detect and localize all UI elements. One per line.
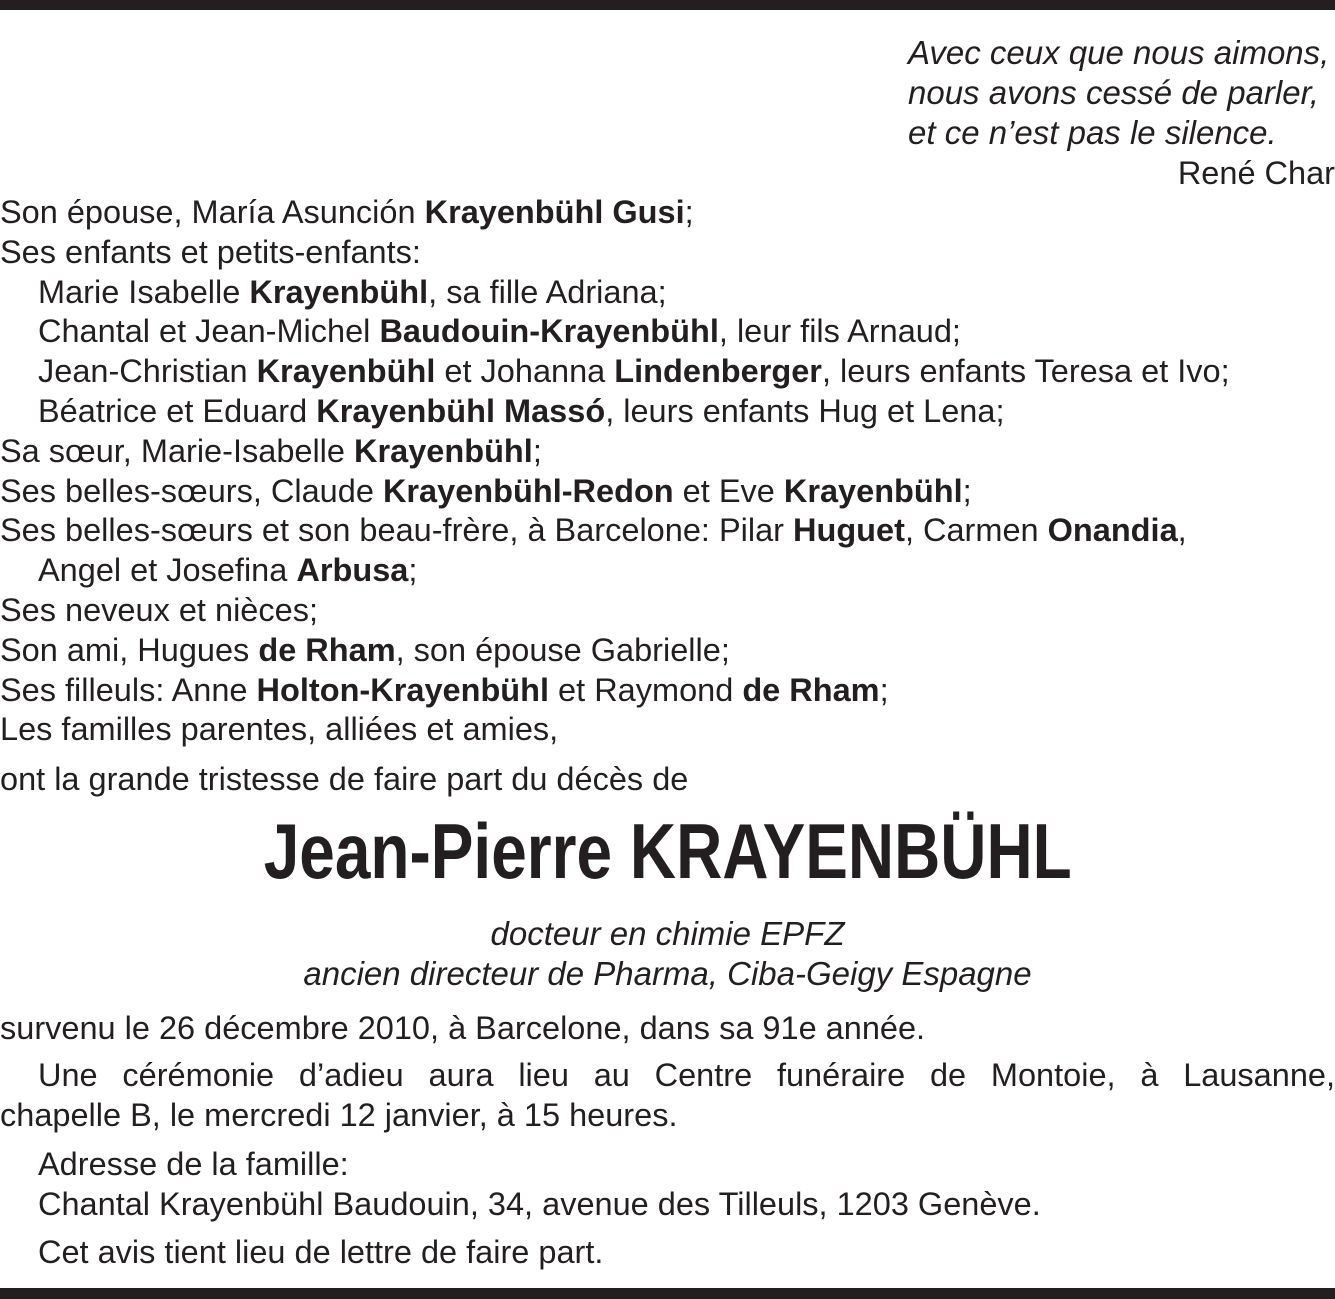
- family-surname: de Rham: [258, 631, 396, 668]
- family-text: Béatrice et Eduard: [38, 392, 317, 429]
- family-surname: Krayenbühl Gusi: [424, 194, 685, 230]
- family-surname: Lindenberger: [614, 353, 822, 390]
- family-line-relatives: [0, 710, 1335, 750]
- family-surname: Krayenbühl: [249, 273, 429, 310]
- family-surname: Holton-Krayenbühl: [256, 671, 550, 708]
- family-line-friend: [0, 631, 1335, 671]
- death-notice: survenu le 26 décembre 2010, à Barcelone, dans sa 91e année.: [0, 1010, 926, 1046]
- family-text: ;: [962, 472, 972, 509]
- family-text: Chantal et Jean-Michel: [38, 313, 380, 350]
- family-surname: Krayenbühl: [783, 472, 963, 509]
- family-text: ;: [532, 432, 542, 469]
- family-surname: Arbusa: [296, 552, 409, 589]
- family-line-barcelona-in-laws: [0, 511, 1335, 551]
- closing-note: Cet avis tient lieu de lettre de faire part.: [38, 1234, 604, 1270]
- family-line-sisters-in-law: [0, 472, 1335, 512]
- family-line-spouse: [0, 193, 1335, 233]
- family-surname: Krayenbühl: [354, 432, 533, 469]
- deceased-name-text: Jean-Pierre KRAYENBÜHL: [263, 807, 1072, 895]
- family-text: et Johanna: [435, 353, 615, 390]
- family-text: ;: [408, 552, 418, 589]
- family-line-children-heading: [0, 233, 1335, 273]
- family-text: , leurs enfants Teresa et Ivo;: [821, 353, 1230, 390]
- family-surname: de Rham: [742, 671, 880, 708]
- epigraph-author: René Char: [1177, 155, 1335, 191]
- family-line-sister: [0, 432, 1335, 472]
- family-address: [38, 1144, 1335, 1224]
- family-text: ;: [684, 194, 694, 230]
- family-text: et Eve: [673, 472, 784, 509]
- family-text: , leurs enfants Hug et Lena;: [605, 392, 1005, 429]
- family-text: Sa sœur, Marie-Isabelle: [0, 432, 355, 469]
- family-text: Jean-Christian: [38, 353, 257, 390]
- family-surname: Onandia: [1047, 512, 1178, 549]
- family-text: Son épouse, María Asunción: [0, 194, 425, 230]
- family-line-child: [0, 392, 1335, 432]
- announcement: ont la grande tristesse de faire part du décès de: [0, 761, 689, 797]
- family-surname: Krayenbühl-Redon: [382, 472, 674, 509]
- deceased-title: ancien directeur de Pharma, Ciba-Geigy Espagne: [303, 954, 1032, 992]
- family-text: et Raymond: [549, 671, 743, 708]
- family-text: Les familles parentes, alliées et amies,: [0, 711, 559, 748]
- deceased-name: [0, 806, 1335, 896]
- family-line-nephews: [0, 591, 1335, 631]
- deceased-title: docteur en chimie EPFZ: [490, 915, 845, 952]
- family-text: ,: [1177, 512, 1187, 549]
- family-line-child: [0, 312, 1335, 352]
- family-line-child: [0, 273, 1335, 313]
- family-surname: Krayenbühl: [256, 353, 436, 390]
- family-surname: Huguet: [793, 512, 905, 549]
- family-line-godchildren: [0, 671, 1335, 711]
- family-text: , sa fille Adriana;: [428, 273, 667, 310]
- family-text: , Carmen: [904, 512, 1048, 549]
- family-text: Angel et Josefina: [38, 552, 297, 589]
- epigraph: [908, 33, 1335, 193]
- family-line-child: [0, 352, 1335, 392]
- address-label: Adresse de la famille:: [38, 1146, 349, 1182]
- family-text: Marie Isabelle: [38, 273, 250, 310]
- deceased-titles: [0, 914, 1335, 993]
- family-text: Ses filleuls: Anne: [0, 671, 257, 708]
- bottom-rule: [0, 1288, 1335, 1299]
- ceremony-paragraph: [0, 1055, 1335, 1135]
- family-text: Ses neveux et nièces;: [0, 591, 318, 628]
- family-line-barcelona-in-laws-cont: [0, 551, 1335, 591]
- ceremony-line: Une cérémonie d’adieu aura lieu au Centre funéraire de Montoie, à Lausanne,: [38, 1057, 1335, 1093]
- family-surname: Krayenbühl Massó: [316, 392, 606, 429]
- family-text: Ses belles-sœurs, Claude: [0, 472, 383, 509]
- family-text: ;: [879, 671, 889, 708]
- top-rule: [0, 0, 1335, 10]
- epigraph-line: Avec ceux que nous aimons,: [908, 34, 1330, 71]
- family-text: Son ami, Hugues: [0, 631, 259, 668]
- family-text: , son épouse Gabrielle;: [395, 631, 730, 668]
- family-text: , leur fils Arnaud;: [718, 313, 961, 350]
- family-list: [0, 193, 1335, 750]
- epigraph-line: nous avons cessé de parler,: [908, 74, 1319, 111]
- family-surname: Baudouin-Krayenbühl: [379, 313, 719, 350]
- ceremony-line: chapelle B, le mercredi 12 janvier, à 15 heures.: [0, 1097, 678, 1133]
- family-text: Ses belles-sœurs et son beau-frère, à Barcelone: Pilar: [0, 512, 793, 549]
- epigraph-line: et ce n’est pas le silence.: [908, 114, 1277, 151]
- address-value: Chantal Krayenbühl Baudouin, 34, avenue des Tilleuls, 1203 Genève.: [38, 1186, 1041, 1222]
- family-text: Ses enfants et petits-enfants:: [0, 233, 421, 270]
